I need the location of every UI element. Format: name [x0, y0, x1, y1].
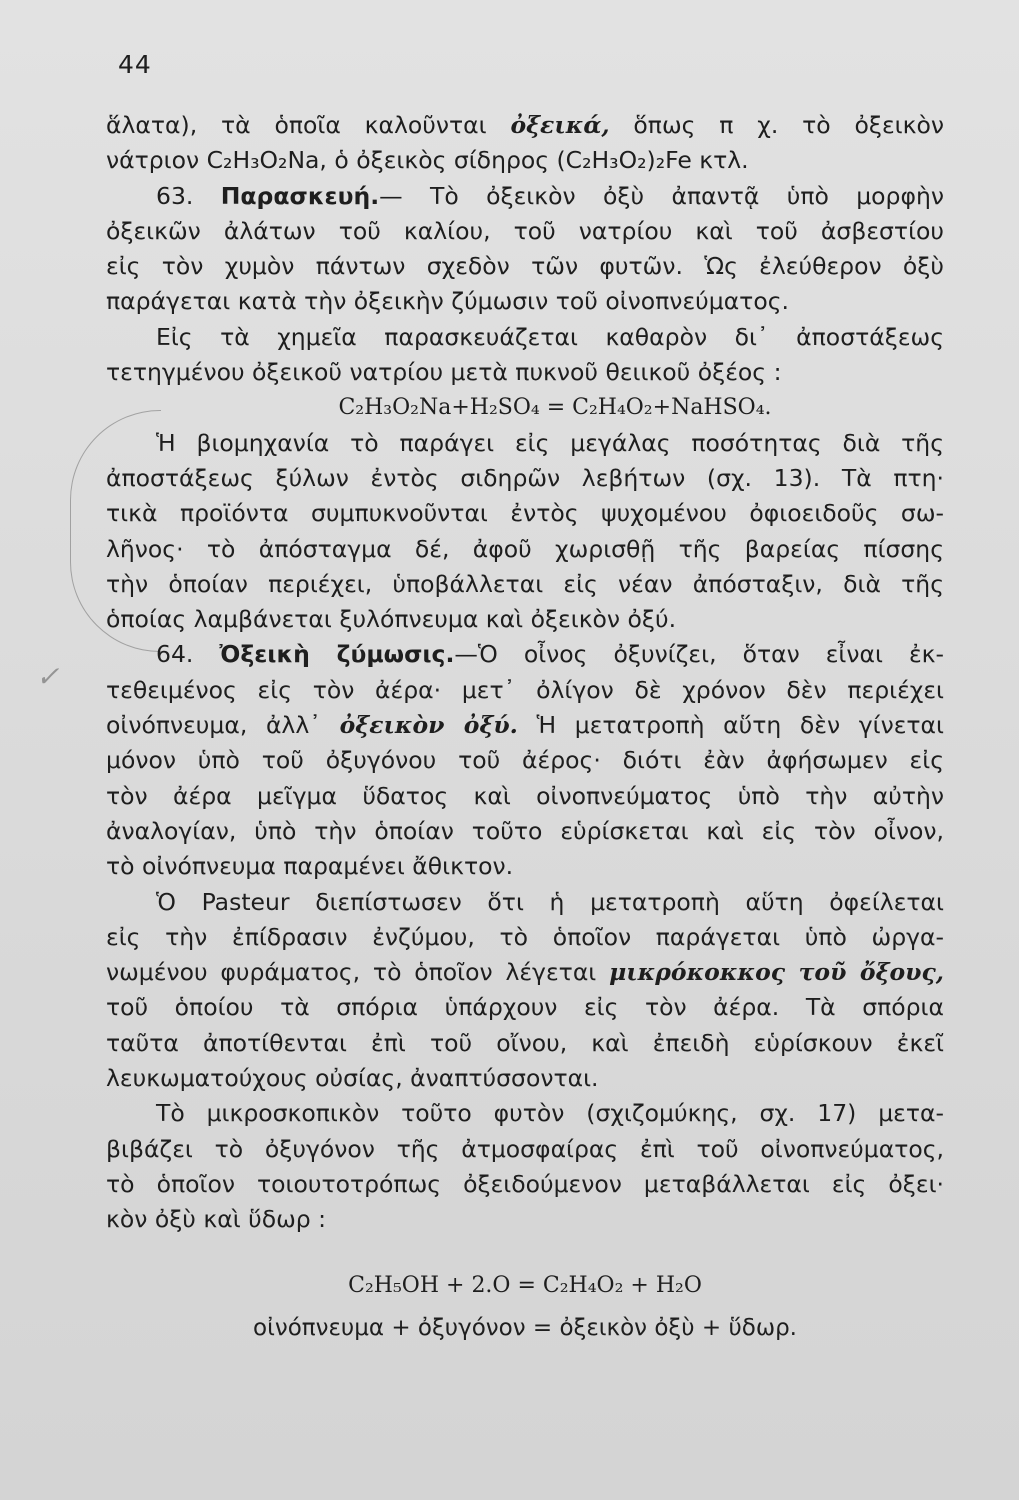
text-line: Εἰς τὰ χημεῖα παρασκευάζεται καθαρὸν δι᾽ ἀποστάξεως: [156, 322, 944, 351]
text-line: μόνον ὑπὸ τοῦ ὀξυγόνου τοῦ ἀέρος· διότι ἐὰν ἀφήσωμεν εἰς: [106, 746, 944, 775]
emphasis: ὀξεικὸν ὀξύ.: [339, 711, 518, 740]
text-line: εἰς τὴν ἐπίδρασιν ἐνζύμου, τὸ ὁποῖον παράγεται ὑπὸ ὠργα-: [106, 922, 944, 951]
emphasis: μικρόκοκκος τοῦ ὄξους,: [609, 958, 944, 987]
text-line: τὴν ὁποίαν περιέχει, ὑποβάλλεται εἰς νέαν ἀπόσταξιν, διὰ τῆς: [106, 569, 944, 598]
text-line: τὸν ἀέρα μεῖγμα ὕδατος καὶ οἰνοπνεύματος ὑπὸ τὴν αὐτὴν: [106, 781, 944, 810]
text-line: βιβάζει τὸ ὀξυγόνον τῆς ἀτμοσφαίρας ἐπὶ τοῦ οἰνοπνεύματος,: [106, 1134, 944, 1163]
pencil-margin-mark: ✓: [36, 660, 60, 693]
emphasis: ὀξεικά,: [510, 111, 610, 139]
text-line: οἰνόπνευμα, ἀλλ᾽ ὀξεικὸν ὀξύ. Ἡ μετατροπὴ αὕτη δὲν γίνεται: [106, 711, 944, 740]
text-line: ὀξεικῶν ἀλάτων τοῦ καλίου, τοῦ νατρίου καὶ τοῦ ἀσβεστίου: [106, 216, 944, 245]
text-line: τεθειμένος εἰς τὸν ἀέρα· μετ᾽ ὀλίγον δὲ χρόνον δὲν περιέχει: [106, 675, 944, 704]
section-number: 64.: [156, 640, 220, 669]
text-line: ἀναλογίαν, ὑπὸ τὴν ὁποίαν τοῦτο εὑρίσκεται καὶ εἰς τὸν οἶνον,: [106, 816, 944, 845]
section-64-heading-line: 64. Ὀξεικὴ ζύμωσις.—Ὁ οἶνος ὀξυνίζει, ὅταν εἶναι ἐκ-: [156, 640, 945, 669]
text-line: ἅλατα), τὰ ὁποῖα καλοῦνται ὀξεικά, ὅπως π χ. τὸ ὀξεικὸν: [106, 111, 944, 139]
text-line: λῆνος· τὸ ἀπόσταγμα δέ, ἀφοῦ χωρισθῇ τῆς βαρείας πίσσης: [106, 534, 944, 563]
text-line: τετηγμένου ὀξεικοῦ νατρίου μετὰ πυκνοῦ θειικοῦ ὀξέος :: [106, 358, 782, 387]
section-title: Ὀξεικὴ ζύμωσις.: [219, 640, 455, 669]
text-line: παράγεται κατὰ τὴν ὀξεικὴν ζύμωσιν τοῦ οἰνοπνεύματος.: [106, 287, 789, 316]
text-line: τὸ οἰνόπνευμα παραμένει ἄθικτον.: [106, 852, 514, 881]
text-line: ταῦτα ἀποτίθενται ἐπὶ τοῦ οἴνου, καὶ ἐπειδὴ εὑρίσκουν ἐκεῖ: [106, 1028, 944, 1057]
section-title: Παρασκευή.: [220, 181, 380, 210]
text-line: λευκωματούχους οὐσίας, ἀναπτύσσονται.: [106, 1064, 599, 1093]
text-line: ὁποίας λαμβάνεται ξυλόπνευμα καὶ ὀξεικὸν ὀξύ.: [106, 605, 677, 634]
text-line: Ὁ Pasteur διεπίστωσεν ὅτι ἡ μετατροπὴ αὕτη ὀφείλεται: [156, 887, 944, 916]
text-line: νάτριον C₂H₃O₂Na, ὁ ὀξεικὸς σίδηρος (C₂H₃O₂)₂Fe κτλ.: [106, 146, 749, 175]
chemical-equation: C₂H₅OH + 2.O = C₂H₄O₂ + H₂O: [348, 1272, 702, 1298]
text-line: ἀποστάξεως ξύλων ἐντὸς σιδηρῶν λεβήτων (σχ. 13). Τὰ πτη·: [106, 463, 944, 492]
text-line: τικὰ προϊόντα συμπυκνοῦνται ἐντὸς ψυχομένου ὀφιοειδοῦς σω-: [106, 499, 944, 528]
page-number: 44: [118, 50, 152, 79]
body-text: [106, 108, 944, 1346]
word-equation: οἰνόπνευμα + ὀξυγόνον = ὀξεικὸν ὀξὺ + ὕδωρ.: [253, 1314, 797, 1341]
section-number: 63.: [156, 181, 221, 210]
text-line: κὸν ὀξὺ καὶ ὕδωρ :: [106, 1205, 327, 1234]
text-line: νωμένου φυράματος, τὸ ὁποῖον λέγεται μικρόκοκκος τοῦ ὄξους,: [106, 958, 944, 987]
text-line: εἰς τὸν χυμὸν πάντων σχεδὸν τῶν φυτῶν. Ὡς ἐλεύθερον ὀξὺ: [106, 252, 944, 281]
text-line: Τὸ μικροσκοπικὸν τοῦτο φυτὸν (σχιζομύκης, σχ. 17) μετα-: [156, 1099, 944, 1128]
section-63-heading-line: 63. Παρασκευή.— Τὸ ὀξεικὸν ὀξὺ ἀπαντᾷ ὑπὸ μορφὴν: [156, 181, 944, 210]
text-line: τοῦ ὁποίου τὰ σπόρια ὑπάρχουν εἰς τὸν ἀέρα. Τὰ σπόρια: [106, 993, 944, 1022]
chemical-equation: C₂H₃O₂Na+H₂SO₄ = C₂H₄O₂+NaHSO₄.: [338, 395, 772, 421]
text-line: τὸ ὁποῖον τοιουτοτρόπως ὀξειδούμενον μεταβάλλεται εἰς ὀξει·: [106, 1169, 944, 1198]
text-line: Ἡ βιομηχανία τὸ παράγει εἰς μεγάλας ποσότητας διὰ τῆς: [156, 428, 944, 457]
